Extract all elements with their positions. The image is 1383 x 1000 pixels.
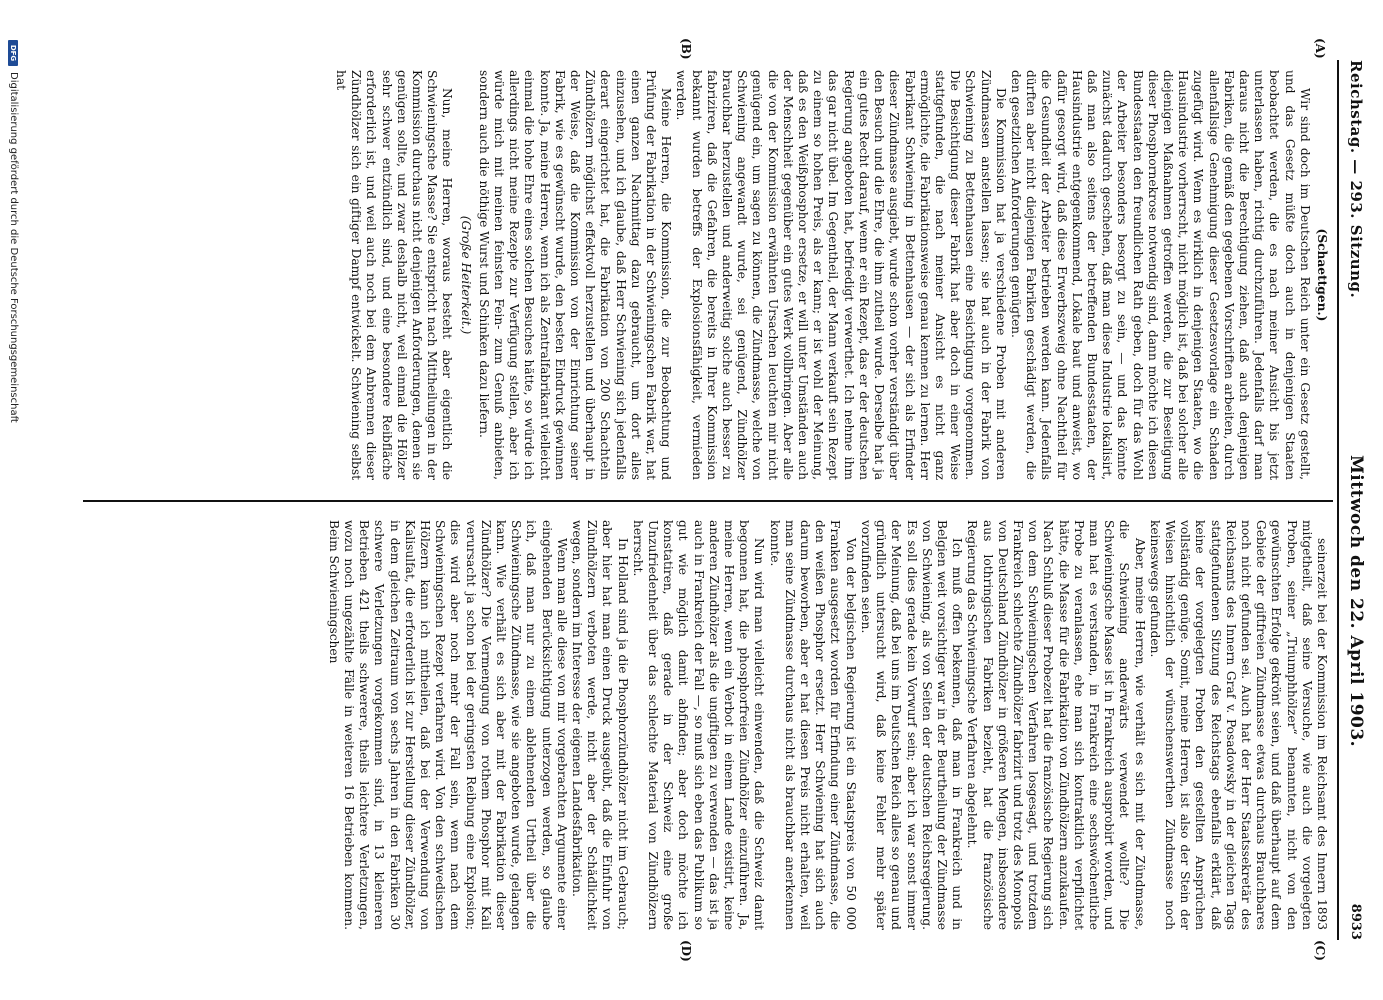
paragraph: Nun wird man vielleicht einwenden, daß die Schweiz damit begonnen hat, die phosphorfreien Zündhölzer einzuführen. Ja, meine Herren, wenn ein Verbot in einem Lande existirt, keine anderen Zündhölzer als die ungiftigen zu verwenden — das ist ja auch in Frankreich der Fall —, so muß sich eben das Publikum so gut wie möglich damit abfinden; aber doch möchte ich konstatiren, daß gerade in der Schweiz eine große Unzufriedenheit über das schlechte Material von Zündhölzern herrscht. xyxy=(630,520,767,930)
paragraph: Die Kommission hat ja verschiedene Proben mit anderen Zündmassen anstellen lassen; sie hat auch in der Fabrik von Schwiening zu Bettenhausen eine Besichtigung vorgenommen. Die Besichtigung dieser Fabrik hat aber doch in einer Weise stattgefunden, die nach meiner Ansicht es nicht ganz ermöglichte, die Fabrikationsweise genau kennen zu lernen. Herr Fabrikant Schwiening in Bettenhausen — der sich als Erfinder dieser Zündmasse ausgiebt, wurde schon vorher verständigt über den Besuch und die Ehre, die ihm zutheil wurde. Derselbe hat ja ein gutes Recht darauf, wenn er ein Rezept, das er der deutschen Regierung angeboten hat, befriedigt verwerthet. Ich nehme ihm das gar nicht übel. Im Gegentheil, der Mann verkauft sein Rezept zu einem so hohen Preis, als er kann; er ist wohl der Meinung, daß es den Weißphosphor ersetze, er will unter Umständen auch der Menschheit gegenüber ein gutes Werk vollbringen. Aber alle die von der Kommission erwähnten Ursachen leuchten mir nicht genügend ein, um sagen zu können, die Zündmasse, welche von Schwiening angewandt wurde, sei genügend, Zündhölzer brauchbar herzustellen und anderweitig solche auch besser zu fabriziren, daß die Gefahren, die bereits in Ihrer Kommission bekannt wurden betreffs der Explosionsfähigkeit, vermieden werden. xyxy=(674,70,1008,480)
laughter-note: (Große Heiterkeit.) xyxy=(458,215,473,335)
paragraph: Aber, meine Herren, wie verhält es sich mit der Zündmasse, die Schwiening anderwärts verwendet wollte? Die Schwieningsche Masse ist in Frankreich ausprobirt worden, und man hat es verstanden, in Frankreich eine sechswöchentliche Probe zu veranlassen, ehe man sich kontraktlich verpflichtet hätte, die Masse für die Fabrikation von Zündhölzern anzukaufen. Nach Schluß dieser Probezeit hat die französische Regierung sich von dem Schwieningschen Verfahren losgesagt, und trotzdem Frankreich schlechte Zündhölzer fabrizirt und trotz des Monopols von Deutschland Zündhölzer in größeren Mengen, insbesondere aus lothringischen Fabriken bezieht, hat die französische Regierung das Schwieningsche Verfahren abgelehnt. xyxy=(965,520,1147,930)
digitization-credit xyxy=(8,40,19,423)
left-column xyxy=(333,70,1329,480)
dfg-logo: DFG xyxy=(9,40,19,66)
paragraph: Von der belgischen Regierung ist ein Staatspreis von 50 000 Franken ausgesetzt worden für Erfindung einer Zündmasse, die den weißen Phosphor ersetzt. Herr Schwiening hat sich auch darum beworben, aber er hat diesen Preis nicht erhalten, weil man seine Zündmasse durchaus nicht als brauchbar anerkennen konnte. xyxy=(767,520,858,930)
paragraph: Wir sind doch im Deutschen Reich unter ein Gesetz gestellt, und das Gesetz müßte doch auch in denjenigen Staaten beobachtet werden, die es nach meiner Ansicht bis jetzt unterlassen haben, richtig durchzuführen. Jedenfalls darf man daraus nicht die Berechtigung ziehen, daß auch denjenigen Fabriken, die gemäß den gegebenen Vorschriften arbeiten, durch allenfallsige Genehmigung dieser Gesetzesvorlage ein Schaden zugefügt wird. Wenn es wirklich in denjenigen Staaten, wo die Hausindustrie vorherrscht, nicht möglich ist, daß bei solcher alle diejenigen Maßnahmen getroffen werden, die zur Beseitigung dieser Phosphornekrose notwendig sind, dann möchte ich diesen Bundesstaaten den freundlichen Rath geben, doch für das Wohl der Arbeiter besonders besorgt zu sein, — und das könnte zunächst dadurch geschehen, daß man diese Industrie lokalisirt, daß man also seitens der betreffenden Bundesstaaten, der Hausindustrie entgegenkommend, Lokale baut und anweist, wo dafür gesorgt wird, daß diese Erwerbszweig ohne Nachtheil für die Gesundheit der Arbeiter betrieben werden kann. Jedenfalls dürften aber nicht diejenigen Fabriken geschädigt werden, die den gesetzlichen Anforderungen genügten. xyxy=(1008,70,1312,480)
margin-letter-b: (B) xyxy=(679,38,693,60)
margin-letter-c: (C) xyxy=(1313,940,1327,961)
page-header xyxy=(1337,60,1373,940)
header-session: Reichstag. — 293. Sitzung. xyxy=(1347,60,1365,299)
margin-letter-d: (D) xyxy=(679,940,693,962)
column-divider xyxy=(83,500,1333,502)
paragraph: In Holland sind ja die Phosphorzündhölzer nicht im Gebrauch; aber hier hat man einen Druck ausgeübt, daß die Einfuhr von Zündhölzern verboten werde, nicht aber der Schädlichkeit wegen, sondern im Interesse der eigenen Landesfabrikation. xyxy=(570,520,630,930)
paragraph: Meine Herren, die Kommission, die zur Beobachtung und Prüfung der Fabrikation in der Schwieningschen Fabrik war, hat einen ganzen Nachmittag dazu gebraucht, um dort alles einzusehen, und ich glaube, daß Herr Schwiening sich jedenfalls derart eingerichtet hat, die Fabrikation von 200 Schachteln Zündhölzern möglichst effektvoll herzustellen und überhaupt in der Weise, daß die Kommission von der Einrichtung seiner Fabrik, wie es gewünscht wurde, den besten Eindruck gewinnen konnte. Ja, meine Herren, wenn ich als Zentralfabrikant vielleicht einmal die hohe Ehre eines solchen Besuches hätte, so würde ich allerdings nicht meine Rezepte zur Verfügung stellen, aber ich würde mich mit meinen feinsten Fein- zum Genuß anbieten, sondern auch die nöthige Wurst und Schinken dazu liefern. xyxy=(476,70,674,480)
paragraph: Nun, meine Herren, woraus besteht aber eigentlich die Schwieningsche Masse? Sie entspricht nach Mittheilungen in der Kommission durchaus nicht denjenigen Anforderungen, denen sie genügen sollte, und zwar deshalb nicht, weil einmal die Hölzer sehr schwer entzündlich sind, und eine besondere Reibfläche erforderlich ist, und weil auch noch bei dem Anbrennen dieser Zündhölzer sich ein giftiger Dampf entwickelt. Schwiening selbst hat xyxy=(334,70,455,480)
speaker-name: (Schaettgen.) xyxy=(1315,228,1329,322)
header-date: Mittwoch den 22. April 1903. xyxy=(1346,454,1366,748)
credit-text: Digitalisierung gefördert durch die Deutsche Forschungsgemeinschaft xyxy=(8,72,19,423)
page-number: 8933 xyxy=(1348,903,1364,940)
paragraph: Wenn man alle diese von mir vorgebrachten Argumente einer eingehenden Berücksichtigung unterzogen werden, so glaube ich, daß man nur zu einem ablehnenden Urtheil über die Schwieningsche Zündmasse, wie sie angeboten wurde, gelangen kann. Wie verhält es sich aber mit der Fabrikation dieser Zündhölzer? Die Vermengung von rothem Phosphor mit Kali verursacht ja schon bei der geringsten Reibung eine Explosion; dies wird aber noch mehr der Fall sein, wenn nach dem Schwieningschen Rezept verfahren wird. Von den schwedischen Hölzern kann ich mittheilen, daß bei der Verwendung von Kalisulfat, die erforderlich ist zur Herstellung dieser Zündhölzer, in dem gleichen Zeitraum von sechs Jahren in den Fabriken 30 schwere Verletzungen vorgekommen sind, in 13 kleineren Betrieben 421 theils schwerere, theils leichtere Verletzungen, wozu noch ungezählte Fälle in weiteren 16 Betrieben kommen. Beim Schwieningschen xyxy=(326,520,569,930)
paragraph: seinerzeit bei der Kommission im Reichsamt des Innern 1893 mitgetheilt, daß seine Versuche, wie auch die vorgelegten Proben, seiner „Triumphhölzer“ benannten, nicht von den gewünschten Erfolge gekrönt seien, und daß überhaupt auf dem Gebiete der giftfreien Zündmasse etwas durchaus Brauchbares noch nicht gefunden sei. Auch hat der Herr Staatssekretär des Reichsamts des Innern Graf v. Posadowsky in der gleichen Tags stattgefundenen Sitzung des Reichstags ebenfalls erklärt, daß keine der vorgelegten Proben den gestellten Ansprüchen vollständig genüge. Somit, meine Herren, ist also der Stein der Weisen hinsichtlich der wünschenswerthen Zündmasse noch keineswegs gefunden. xyxy=(1147,520,1329,930)
margin-letter-a: (A) xyxy=(1313,38,1327,59)
paragraph: Ich muß offen bekennen, daß man in Frankreich und in Belgien weit vorsichtiger war in der Beurtheilung der Zündmasse von Schwiening, als von Seiten der deutschen Reichsregierung. Es soll dies gerade kein Vorwurf sein; aber ich war sonst immer der Meinung, daß bei uns im Deutschen Reich alles so genau und gründlich untersucht wird, daß keine Fehler mehr später vorzufinden seien. xyxy=(858,520,965,930)
right-column xyxy=(326,520,1329,930)
